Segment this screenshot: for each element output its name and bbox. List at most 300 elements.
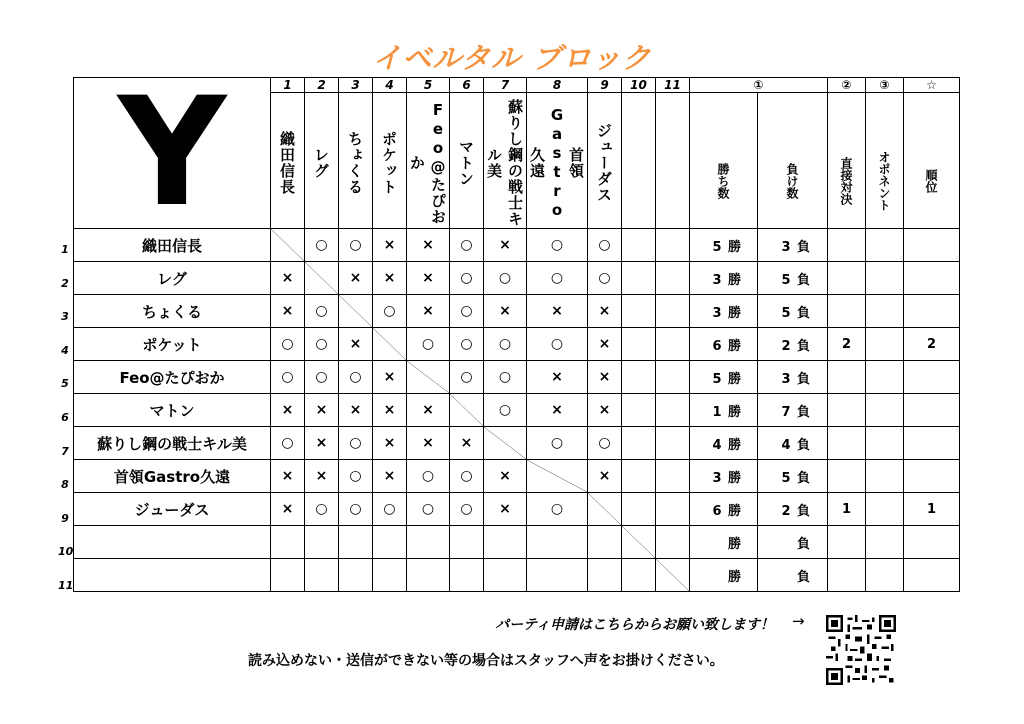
column-player-name: マトン (457, 138, 475, 187)
stat-header-label: 直接対決 (839, 156, 853, 205)
result-cell: ○ (450, 262, 484, 295)
wins-unit: 勝 (727, 536, 741, 552)
result-cell: ○ (305, 229, 339, 262)
diagonal-cell (527, 460, 588, 493)
rank-cell: 2 (904, 328, 960, 361)
losses-cell (758, 559, 828, 592)
result-cell: ○ (339, 460, 373, 493)
result-cell (305, 526, 339, 559)
result-cell: × (484, 493, 527, 526)
result-cell: × (339, 328, 373, 361)
result-cell: ○ (271, 361, 305, 394)
losses-cell (758, 526, 828, 559)
column-player-name: 織田信長 (278, 130, 296, 195)
losses-unit: 負 (796, 503, 810, 519)
direct-match-cell (828, 361, 866, 394)
column-number: 2 (305, 78, 339, 93)
table-row (74, 427, 960, 460)
wins-cell (690, 229, 758, 262)
table-row (74, 460, 960, 493)
result-cell (622, 394, 656, 427)
wins-cell (690, 295, 758, 328)
rank-cell (904, 229, 960, 262)
result-cell: ○ (527, 229, 588, 262)
result-cell: ○ (484, 361, 527, 394)
result-cell: × (305, 460, 339, 493)
row-number: 8 (61, 478, 69, 492)
losses-unit: 負 (796, 338, 810, 354)
result-cell: ○ (339, 493, 373, 526)
wins-cell (690, 262, 758, 295)
wins-count: 3 (712, 305, 722, 321)
result-cell: ○ (407, 493, 450, 526)
stat-header-label: 負け数 (785, 162, 799, 199)
player-name: ポケット (74, 328, 271, 361)
result-cell: ○ (484, 394, 527, 427)
result-cell (656, 262, 690, 295)
column-number: 9 (588, 78, 622, 93)
losses-cell (758, 460, 828, 493)
wins-count: 3 (712, 272, 722, 288)
diagonal-cell (588, 493, 622, 526)
table-row (74, 493, 960, 526)
result-cell (656, 460, 690, 493)
result-cell (484, 559, 527, 592)
result-cell (373, 526, 407, 559)
result-cell (588, 559, 622, 592)
direct-match-cell (828, 460, 866, 493)
result-cell (656, 493, 690, 526)
losses-unit: 負 (796, 305, 810, 321)
wins-count: 6 (712, 338, 722, 354)
result-cell (622, 262, 656, 295)
losses-count: 2 (781, 503, 791, 519)
wins-unit: 勝 (727, 305, 741, 321)
rank-cell: 1 (904, 493, 960, 526)
wins-cell (690, 427, 758, 460)
result-cell: × (271, 493, 305, 526)
result-cell: ○ (305, 295, 339, 328)
rank-cell (904, 427, 960, 460)
result-cell (450, 526, 484, 559)
losses-cell (758, 328, 828, 361)
qr-code[interactable] (826, 615, 896, 685)
diagonal-cell (484, 427, 527, 460)
result-cell: × (588, 460, 622, 493)
column-player-name: レグ (312, 146, 330, 179)
losses-count: 2 (781, 338, 791, 354)
party-request-note: パーティ申請はこちらからお願い致します！ (495, 617, 774, 633)
result-cell (305, 559, 339, 592)
result-cell (271, 559, 305, 592)
result-cell (527, 526, 588, 559)
result-cell (407, 559, 450, 592)
stat-header-label: オポネント (877, 150, 891, 211)
result-cell: × (339, 394, 373, 427)
result-cell (339, 559, 373, 592)
stat-header-direct (828, 93, 866, 229)
column-player-name: ポケット (380, 130, 398, 195)
losses-cell (758, 493, 828, 526)
result-cell: ○ (527, 262, 588, 295)
result-cell (588, 526, 622, 559)
rank-cell (904, 394, 960, 427)
direct-match-cell (828, 295, 866, 328)
result-cell: × (450, 427, 484, 460)
losses-count: 5 (781, 470, 791, 486)
table-row (74, 394, 960, 427)
result-cell: ○ (305, 328, 339, 361)
result-cell: ○ (450, 328, 484, 361)
result-cell (656, 295, 690, 328)
column-player-name: ジューダス (595, 122, 613, 203)
result-cell: × (484, 295, 527, 328)
diagonal-cell (305, 262, 339, 295)
section-1-header: ① (690, 78, 828, 93)
stat-header-label: 順位 (924, 168, 938, 193)
result-cell: × (373, 361, 407, 394)
table-row (74, 361, 960, 394)
result-cell: ○ (271, 427, 305, 460)
result-cell (622, 460, 656, 493)
column-player-header (339, 93, 373, 229)
wins-count: 5 (712, 371, 722, 387)
result-cell (450, 559, 484, 592)
column-player-header (588, 93, 622, 229)
losses-cell (758, 427, 828, 460)
result-cell: × (407, 394, 450, 427)
result-cell (622, 427, 656, 460)
wins-count: 1 (712, 404, 722, 420)
result-cell (484, 526, 527, 559)
result-cell: × (588, 394, 622, 427)
direct-match-cell (828, 229, 866, 262)
wins-count: 3 (712, 470, 722, 486)
player-name: ちょくる (74, 295, 271, 328)
result-cell: × (373, 262, 407, 295)
stat-header-losses (758, 93, 828, 229)
result-cell: ○ (271, 328, 305, 361)
rank-cell (904, 295, 960, 328)
result-cell: × (271, 460, 305, 493)
column-player-header (373, 93, 407, 229)
diagonal-cell (271, 229, 305, 262)
rank-cell (904, 526, 960, 559)
player-name (74, 526, 271, 559)
opponent-cell (866, 262, 904, 295)
direct-match-cell (828, 262, 866, 295)
column-player-name: Feo@たぴおか (408, 100, 447, 225)
section-2-header: ② (828, 78, 866, 93)
direct-match-cell: 2 (828, 328, 866, 361)
diagonal-cell (622, 526, 656, 559)
result-cell: × (407, 262, 450, 295)
losses-unit: 負 (796, 569, 810, 585)
diagonal-cell (656, 559, 690, 592)
losses-unit: 負 (796, 470, 810, 486)
column-number: 1 (271, 78, 305, 93)
rank-cell (904, 262, 960, 295)
column-player-name: 蘇りし鋼の戦士キル美 (485, 98, 524, 227)
wins-unit: 勝 (727, 371, 741, 387)
stat-header-rank (904, 93, 960, 229)
result-cell: ○ (588, 229, 622, 262)
direct-match-cell (828, 526, 866, 559)
result-cell: ○ (373, 493, 407, 526)
losses-cell (758, 229, 828, 262)
opponent-cell (866, 526, 904, 559)
column-player-header (305, 93, 339, 229)
wins-unit: 勝 (727, 338, 741, 354)
result-cell: ○ (527, 328, 588, 361)
opponent-cell (866, 328, 904, 361)
losses-count: 5 (781, 305, 791, 321)
losses-count: 7 (781, 404, 791, 420)
column-number: 8 (527, 78, 588, 93)
result-cell (656, 427, 690, 460)
column-player-header (450, 93, 484, 229)
column-number: 11 (656, 78, 690, 93)
result-cell: ○ (450, 460, 484, 493)
wins-unit: 勝 (727, 272, 741, 288)
losses-count: 3 (781, 239, 791, 255)
result-cell: × (527, 394, 588, 427)
row-number: 2 (61, 276, 69, 290)
opponent-cell (866, 460, 904, 493)
player-name: Feo@たぴおか (74, 361, 271, 394)
help-note: 読み込めない・送信ができない等の場合はスタッフへ声をお掛けください。 (248, 653, 724, 669)
direct-match-cell (828, 427, 866, 460)
opponent-cell (866, 361, 904, 394)
result-cell: × (373, 394, 407, 427)
result-cell (656, 394, 690, 427)
table-row (74, 526, 960, 559)
diagonal-cell (373, 328, 407, 361)
losses-unit: 負 (796, 437, 810, 453)
wins-unit: 勝 (727, 470, 741, 486)
result-cell: ○ (527, 493, 588, 526)
result-cell (271, 526, 305, 559)
result-cell: × (271, 394, 305, 427)
result-cell: ○ (339, 229, 373, 262)
player-name: 首領Gastro久遠 (74, 460, 271, 493)
stat-header-opponent (866, 93, 904, 229)
result-cell: × (305, 427, 339, 460)
result-cell: × (407, 295, 450, 328)
arrow-icon: → (792, 612, 805, 630)
column-number: 4 (373, 78, 407, 93)
column-player-header (656, 93, 690, 229)
block-letter: Y (74, 78, 271, 229)
column-player-name: 首領Gastro久遠 (528, 105, 585, 220)
result-cell: × (527, 295, 588, 328)
table-row (74, 559, 960, 592)
opponent-cell (866, 295, 904, 328)
diagonal-cell (339, 295, 373, 328)
row-number: 9 (61, 511, 69, 525)
player-name (74, 559, 271, 592)
losses-unit: 負 (796, 404, 810, 420)
losses-unit: 負 (796, 536, 810, 552)
column-number: 7 (484, 78, 527, 93)
result-cell: ○ (527, 427, 588, 460)
opponent-cell (866, 394, 904, 427)
column-player-header (407, 93, 450, 229)
player-name: 織田信長 (74, 229, 271, 262)
result-cell: ○ (339, 427, 373, 460)
column-player-header (271, 93, 305, 229)
result-cell: × (271, 295, 305, 328)
losses-unit: 負 (796, 371, 810, 387)
column-number: 6 (450, 78, 484, 93)
result-cell (622, 328, 656, 361)
opponent-cell (866, 493, 904, 526)
result-cell: × (407, 229, 450, 262)
result-cell: ○ (339, 361, 373, 394)
player-name: レグ (74, 262, 271, 295)
result-cell (622, 295, 656, 328)
losses-count: 5 (781, 272, 791, 288)
losses-cell (758, 262, 828, 295)
wins-cell (690, 460, 758, 493)
stat-header-label: 勝ち数 (716, 162, 730, 199)
result-cell: ○ (588, 262, 622, 295)
table-row (74, 328, 960, 361)
result-cell: ○ (450, 493, 484, 526)
row-number: 4 (61, 343, 69, 357)
wins-cell (690, 328, 758, 361)
wins-unit: 勝 (727, 437, 741, 453)
opponent-cell (866, 229, 904, 262)
table-row (74, 229, 960, 262)
result-cell (373, 559, 407, 592)
row-number: 7 (61, 444, 69, 458)
wins-cell (690, 559, 758, 592)
table-row (74, 262, 960, 295)
result-cell: × (373, 427, 407, 460)
result-cell: × (407, 427, 450, 460)
table-row (74, 295, 960, 328)
column-player-name: ちょくる (346, 130, 364, 195)
result-cell (656, 526, 690, 559)
row-number: 1 (61, 243, 69, 256)
result-cell (622, 493, 656, 526)
direct-match-cell (828, 394, 866, 427)
wins-unit: 勝 (727, 404, 741, 420)
row-number: 10 (58, 545, 74, 559)
column-player-header (622, 93, 656, 229)
result-cell: ○ (450, 295, 484, 328)
column-player-header (484, 93, 527, 229)
result-cell (622, 559, 656, 592)
column-player-header (527, 93, 588, 229)
page-title: イベルタル ブロック (372, 41, 652, 75)
result-cell: ○ (450, 229, 484, 262)
result-cell: ○ (305, 493, 339, 526)
result-cell: × (527, 361, 588, 394)
column-number: 10 (622, 78, 656, 93)
row-number: 11 (58, 579, 74, 592)
losses-count: 4 (781, 437, 791, 453)
rank-cell (904, 460, 960, 493)
result-cell: ○ (588, 427, 622, 460)
result-cell: ○ (407, 328, 450, 361)
result-cell (407, 526, 450, 559)
rank-cell (904, 559, 960, 592)
losses-unit: 負 (796, 239, 810, 255)
wins-cell (690, 493, 758, 526)
player-name: ジューダス (74, 493, 271, 526)
result-cell: ○ (373, 295, 407, 328)
diagonal-cell (407, 361, 450, 394)
result-cell: × (588, 328, 622, 361)
result-cell (656, 328, 690, 361)
result-cell: ○ (484, 262, 527, 295)
result-cell: × (271, 262, 305, 295)
row-number: 6 (61, 411, 69, 424)
result-cell: ○ (407, 460, 450, 493)
section-3-header: ③ (866, 78, 904, 93)
wins-cell (690, 361, 758, 394)
row-number: 5 (61, 377, 69, 391)
result-cell: × (305, 394, 339, 427)
result-cell (656, 229, 690, 262)
wins-count: 6 (712, 503, 722, 519)
result-cell: × (588, 361, 622, 394)
star-header: ☆ (904, 78, 960, 93)
league-table (73, 77, 960, 592)
losses-unit: 負 (796, 272, 810, 288)
row-number: 3 (61, 310, 69, 324)
direct-match-cell (828, 559, 866, 592)
wins-unit: 勝 (727, 239, 741, 255)
result-cell: × (484, 229, 527, 262)
result-cell: × (484, 460, 527, 493)
stat-header-wins (690, 93, 758, 229)
wins-unit: 勝 (727, 503, 741, 519)
rank-cell (904, 361, 960, 394)
column-number: 3 (339, 78, 373, 93)
losses-count: 3 (781, 371, 791, 387)
diagonal-cell (450, 394, 484, 427)
result-cell: ○ (305, 361, 339, 394)
opponent-cell (866, 559, 904, 592)
losses-cell (758, 295, 828, 328)
wins-cell (690, 526, 758, 559)
result-cell (656, 361, 690, 394)
losses-cell (758, 394, 828, 427)
direct-match-cell: 1 (828, 493, 866, 526)
result-cell: ○ (484, 328, 527, 361)
result-cell: × (373, 229, 407, 262)
result-cell (527, 559, 588, 592)
column-number: 5 (407, 78, 450, 93)
result-cell: × (588, 295, 622, 328)
player-name: マトン (74, 394, 271, 427)
opponent-cell (866, 427, 904, 460)
player-name: 蘇りし鋼の戦士キル美 (74, 427, 271, 460)
wins-cell (690, 394, 758, 427)
result-cell: × (373, 460, 407, 493)
result-cell: ○ (450, 361, 484, 394)
result-cell (339, 526, 373, 559)
losses-cell (758, 361, 828, 394)
wins-unit: 勝 (727, 569, 741, 585)
wins-count: 5 (712, 239, 722, 255)
result-cell (622, 229, 656, 262)
result-cell (622, 361, 656, 394)
result-cell: × (339, 262, 373, 295)
